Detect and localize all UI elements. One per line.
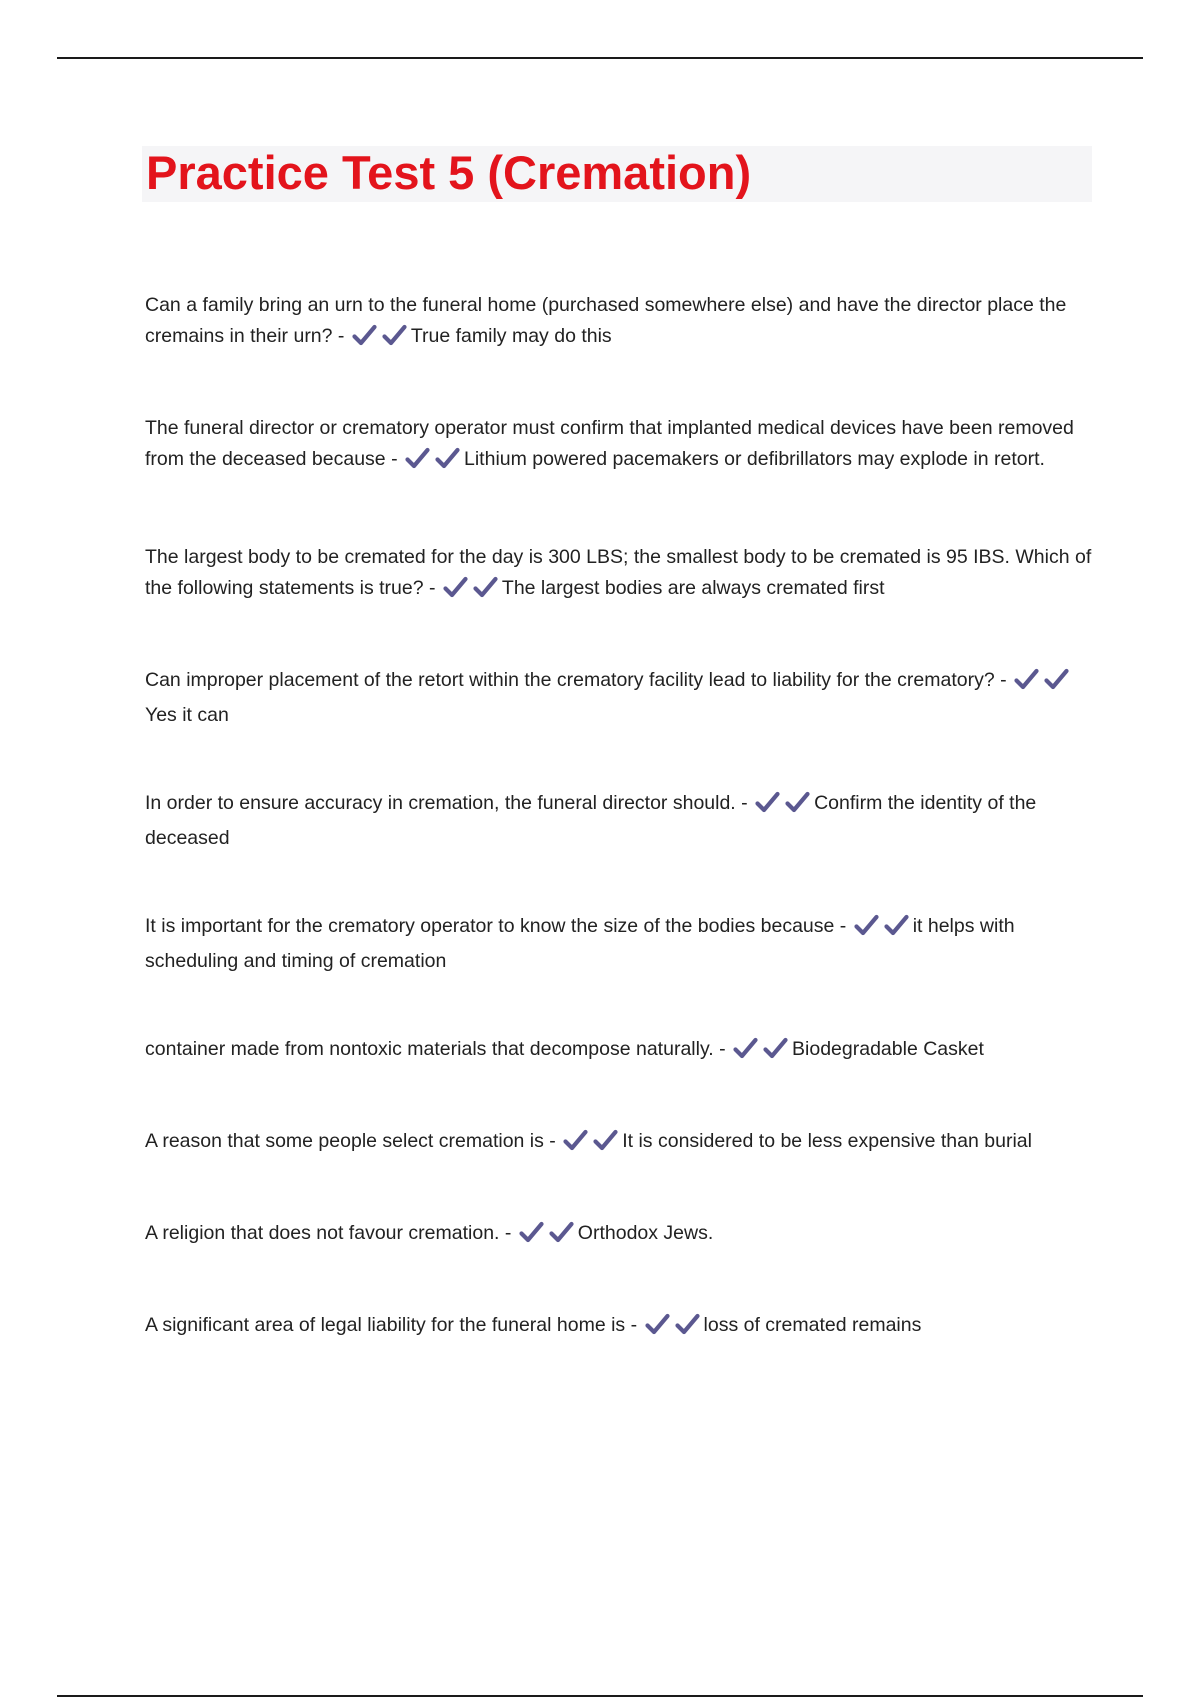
check-icon bbox=[435, 447, 460, 469]
check-icon bbox=[763, 1037, 788, 1059]
question-text: container made from nontoxic materials that decompose naturally. - bbox=[145, 1038, 726, 1060]
page-title: Practice Test 5 (Cremation) bbox=[146, 146, 752, 199]
question-text: A religion that does not favour cremation. - bbox=[145, 1222, 512, 1244]
question-text: A reason that some people select cremation is - bbox=[145, 1130, 556, 1152]
check-icon bbox=[382, 324, 407, 346]
check-icon bbox=[1014, 668, 1039, 690]
answer-text: Confirm the identity of the deceased bbox=[145, 792, 1037, 849]
qa-item bbox=[145, 788, 1095, 854]
answer-text: Orthodox Jews. bbox=[577, 1222, 714, 1244]
answer-checkmarks bbox=[755, 791, 813, 823]
qa-item bbox=[145, 1034, 1095, 1069]
answer-checkmarks bbox=[645, 1313, 703, 1345]
answer-checkmarks bbox=[405, 447, 463, 479]
bottom-rule bbox=[57, 1695, 1143, 1697]
answer-text: Lithium powered pacemakers or defibrillators may explode in retort. bbox=[464, 448, 1045, 470]
check-icon bbox=[645, 1313, 670, 1335]
question-text: The funeral director or crematory operator must confirm that implanted medical devices have been removed from the deceased because - bbox=[145, 417, 1074, 470]
check-icon bbox=[549, 1221, 574, 1243]
question-text: It is important for the crematory operator to know the size of the bodies because - bbox=[145, 915, 847, 937]
check-icon bbox=[593, 1129, 618, 1151]
check-icon bbox=[755, 791, 780, 813]
question-text: Can improper placement of the retort within the crematory facility lead to liability for the crematory? - bbox=[145, 669, 1007, 691]
qa-item bbox=[145, 1310, 1095, 1345]
check-icon bbox=[884, 914, 909, 936]
check-icon bbox=[563, 1129, 588, 1151]
answer-checkmarks bbox=[352, 324, 410, 356]
qa-item bbox=[145, 665, 1095, 731]
check-icon bbox=[352, 324, 377, 346]
qa-item bbox=[145, 1126, 1095, 1161]
check-icon bbox=[519, 1221, 544, 1243]
answer-checkmarks bbox=[519, 1221, 577, 1253]
check-icon bbox=[443, 576, 468, 598]
check-icon bbox=[733, 1037, 758, 1059]
answer-text: It is considered to be less expensive than burial bbox=[622, 1130, 1032, 1152]
qa-item bbox=[145, 1218, 1095, 1253]
qa-list bbox=[145, 290, 1095, 1345]
answer-checkmarks bbox=[1014, 668, 1072, 700]
qa-item bbox=[145, 413, 1095, 479]
answer-checkmarks bbox=[443, 576, 501, 608]
qa-item bbox=[145, 290, 1095, 356]
question-text: A significant area of legal liability for the funeral home is - bbox=[145, 1314, 638, 1336]
check-icon bbox=[405, 447, 430, 469]
answer-text: The largest bodies are always cremated first bbox=[501, 577, 885, 599]
check-icon bbox=[785, 791, 810, 813]
answer-checkmarks bbox=[733, 1037, 791, 1069]
check-icon bbox=[675, 1313, 700, 1335]
check-icon bbox=[473, 576, 498, 598]
check-icon bbox=[1044, 668, 1069, 690]
top-rule bbox=[57, 57, 1143, 59]
answer-text: Yes it can bbox=[145, 704, 229, 726]
question-text: In order to ensure accuracy in cremation, the funeral director should. - bbox=[145, 792, 748, 814]
answer-text: loss of cremated remains bbox=[703, 1314, 922, 1336]
qa-item bbox=[145, 911, 1095, 977]
question-text: Can a family bring an urn to the funeral home (purchased somewhere else) and have the director place the cremains in their urn? - bbox=[145, 294, 1067, 347]
question-text: The largest body to be cremated for the day is 300 LBS; the smallest body to be cremated is 95 IBS. Which of the following statements is true? - bbox=[145, 546, 1092, 599]
answer-text: True family may do this bbox=[410, 325, 612, 347]
answer-checkmarks bbox=[563, 1129, 621, 1161]
answer-text: Biodegradable Casket bbox=[792, 1038, 984, 1060]
qa-item bbox=[145, 542, 1095, 608]
answer-text: it helps with scheduling and timing of cremation bbox=[145, 915, 1015, 972]
check-icon bbox=[854, 914, 879, 936]
answer-checkmarks bbox=[854, 914, 912, 946]
